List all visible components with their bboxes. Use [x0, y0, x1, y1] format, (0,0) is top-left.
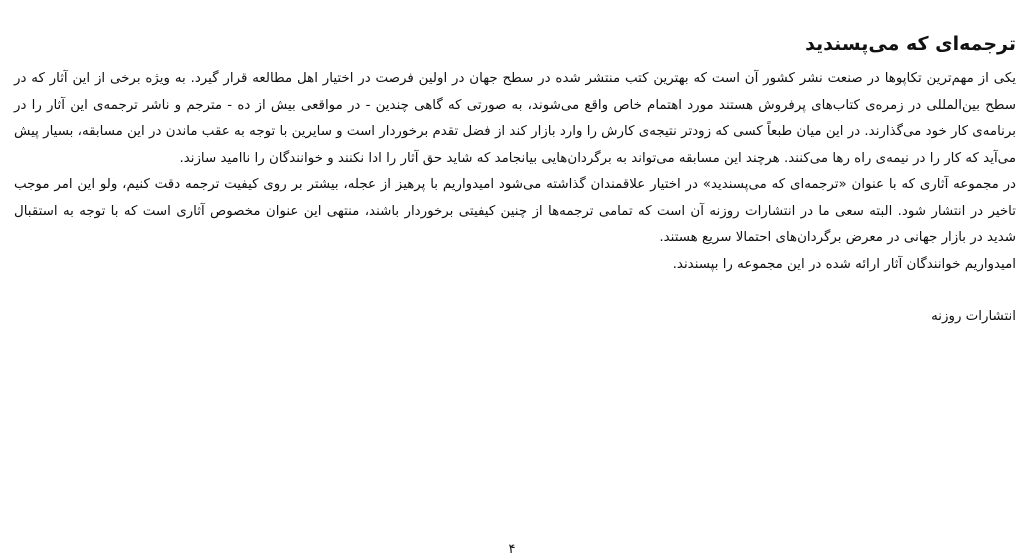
page-number: ۴: [508, 542, 516, 557]
paragraph-closing: امیدواریم خوانندگان آثار ارائه شده در این مجموعه را بپسندند.: [672, 256, 1016, 272]
publisher-signature: انتشارات روزنه: [931, 309, 1016, 324]
paragraph-intro: یکی از مهم‌ترین تکاپوها در صنعت نشر کشور آن است که بهترین کتب منتشر شده در سطح جهان در اولین فرصت در اختیار اهل مطالعه قرار گیرد. به ویژه برخی از این آثار که در سطح بین‌المللی در زمره‌ی کتاب‌های پرفروش هستند مورد اهتمام خاص واقع می‌شوند، به صورتی که گاهی چندین - در مواقعی بیش از ده - مترجم و ناشر ترجمه‌ی این آثار را در برنامه‌ی کار خود می‌گذارند. در این میان طبعاً کسی که زودتر نتیجه‌ی کارش را وارد بازار کند از فضل تقدم برخوردار است و سایرین با توجه به عقب ماندن در این مسابقه، بسیار پیش می‌آید که کار را در نیمه‌ی راه رها می‌کنند. هرچند این مسابقه می‌تواند به برگردان‌هایی بیانجامد که شاید حق آثار را ادا نکنند و خوانندگان را ناامید سازند.: [14, 71, 1016, 166]
page-title: ترجمه‌ای که می‌پسندید: [805, 33, 1016, 55]
paragraph-collection: در مجموعه آثاری که با عنوان «ترجمه‌ای که می‌پسندید» در اختیار علاقمندان گذاشته می‌شود امیدواریم با پرهیز از عجله، بیشتر بر روی کیفیت ترجمه دقت کنیم، ولو این امر موجب تاخیر در انتشار شود. البته سعی ما در انتشارات روزنه آن است که تمامی ترجمه‌ها از چنین کیفیتی برخوردار باشند، منتهی این عنوان مخصوص آثاری است که با توجه به استقبال شدید در بازار جهانی در معرض برگردان‌های احتمالا سریع هستند.: [14, 177, 1016, 245]
document-page: [14, 30, 1016, 330]
